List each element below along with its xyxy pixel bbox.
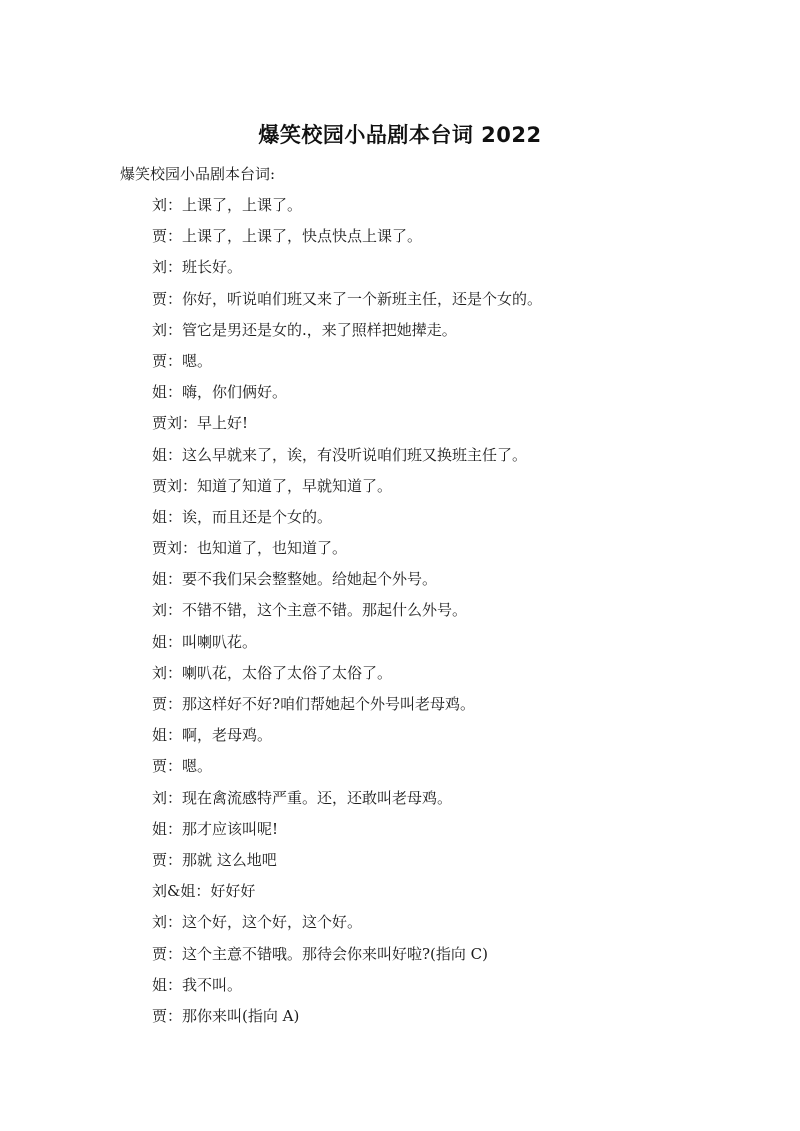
dialogue-line: 姐：诶，而且还是个女的。: [152, 507, 333, 526]
dialogue-line: 贾：你好，听说咱们班又来了一个新班主任，还是个女的。: [152, 289, 543, 308]
dialogue-line: 贾：这个主意不错哦。那待会你来叫好啦?(指向 C): [152, 944, 488, 963]
dialogue-line: 刘：管它是男还是女的.，来了照样把她撵走。: [152, 320, 457, 339]
document-title: 爆笑校园小品剧本台词 2022: [258, 123, 542, 147]
dialogue-line: 刘：这个好，这个好，这个好。: [152, 913, 363, 932]
dialogue-line: 贾：嗯。: [152, 351, 213, 370]
dialogue-line: 贾：上课了，上课了，快点快点上课了。: [152, 227, 423, 246]
dialogue-line: 姐：啊，老母鸡。: [152, 726, 273, 745]
dialogue-line: 姐：我不叫。: [152, 975, 243, 994]
dialogue-line: 贾刘：早上好!: [152, 414, 249, 433]
dialogue-line: 刘&姐：好好好: [152, 882, 256, 901]
dialogue-line: 刘：现在禽流感特严重。还，还敢叫老母鸡。: [152, 788, 453, 807]
dialogue-line: 姐：那才应该叫呢!: [152, 819, 279, 838]
dialogue-line: 贾：那就 这么地吧: [152, 850, 277, 869]
dialogue-line: 贾刘：也知道了，也知道了。: [152, 539, 348, 558]
script-intro: 爆笑校园小品剧本台词:: [120, 165, 276, 183]
dialogue-line: 刘：喇叭花，太俗了太俗了太俗了。: [152, 663, 393, 682]
dialogue-line: 姐：嗨，你们俩好。: [152, 383, 288, 402]
dialogue-line: 刘：上课了，上课了。: [152, 196, 303, 214]
dialogue-line: 姐：要不我们呆会整整她。给她起个外号。: [152, 570, 438, 589]
dialogue-line: 贾：那这样好不好?咱们帮她起个外号叫老母鸡。: [152, 695, 476, 713]
dialogue-list: [152, 193, 542, 1035]
dialogue-line: 刘：班长好。: [152, 258, 243, 277]
dialogue-line: 贾刘：知道了知道了，早就知道了。: [152, 476, 393, 495]
dialogue-line: 姐：叫喇叭花。: [152, 632, 258, 651]
dialogue-line: 姐：这么早就来了，诶，有没听说咱们班又换班主任了。: [152, 445, 528, 464]
dialogue-line: 刘：不错不错，这个主意不错。那起什么外号。: [152, 601, 468, 620]
dialogue-line: 贾：嗯。: [152, 757, 213, 776]
dialogue-line: 贾：那你来叫(指向 A): [152, 1006, 300, 1025]
